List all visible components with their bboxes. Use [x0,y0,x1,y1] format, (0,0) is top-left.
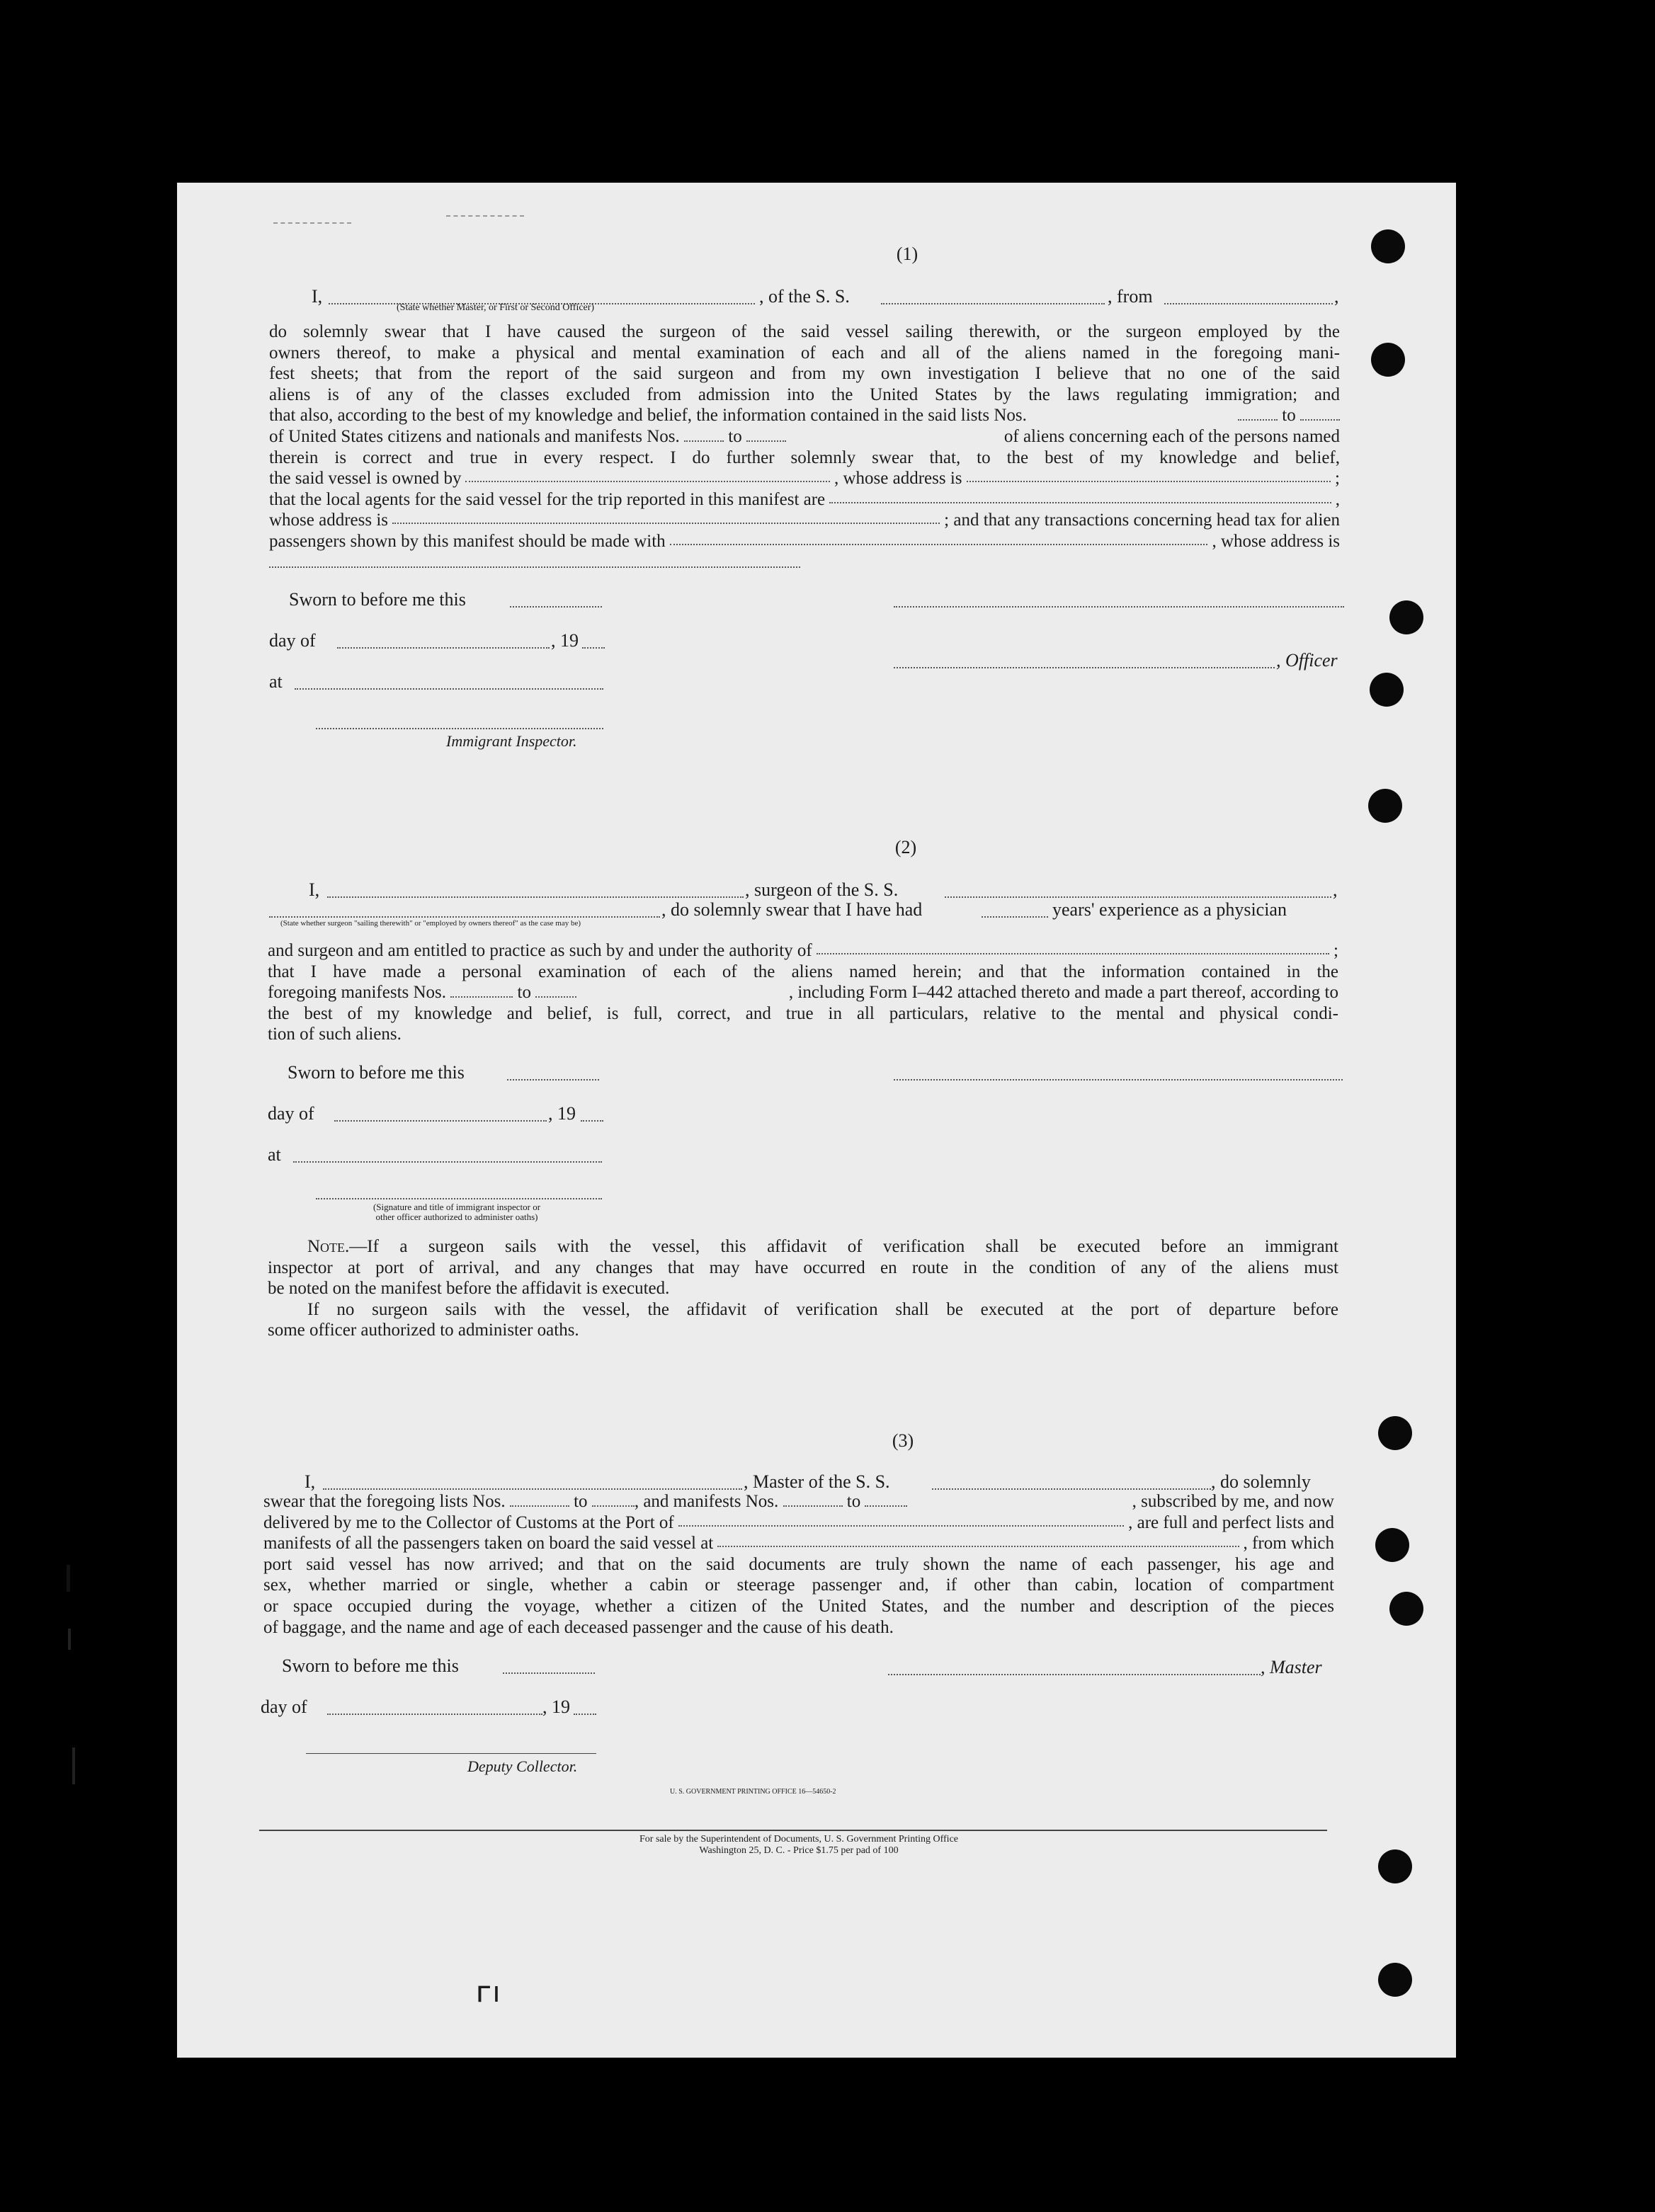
sworn-day-blank[interactable] [503,1672,595,1674]
sworn-year-blank[interactable] [582,647,605,649]
header-remnant [446,215,524,217]
comma: , [1333,879,1338,900]
years-blank[interactable] [982,916,1048,918]
header-remnant [273,222,351,224]
agents-address-blank[interactable] [392,510,940,524]
oath-paragraph-1 [269,321,1340,552]
handwritten-mark: ᴦı [476,1976,501,2009]
oath-line [268,982,1338,1003]
manifest-from-blank[interactable] [450,984,513,998]
oath-line [269,468,1340,489]
oath-line: the best of my knowledge and belief, is full, correct, and true in all particulars, relative to the mental and physical condi- [268,1003,1338,1023]
oath-line: of baggage, and the name and age of each deceased passenger and the cause of his death. [263,1617,894,1637]
sworn-had-label: , do solemnly swear that I have had [661,899,923,920]
officer-type-note: (State whether Master, or First or Second Officer) [397,302,595,313]
oath-line: port said vessel has now arrived; and that on the said documents are truly shown the name of each passenger, his age and [263,1554,1334,1574]
manifest-to-blank[interactable] [746,428,786,442]
semicolon: ; [1333,941,1338,960]
section-3-number: (3) [892,1430,914,1451]
binder-hole-3 [1389,600,1423,634]
port-from-blank[interactable] [1164,303,1333,304]
semicolon: ; [1335,469,1340,489]
binder-hole-10 [1378,1963,1412,1997]
sworn-month-blank[interactable] [327,1714,542,1715]
surgeon-signature-blank[interactable] [894,1079,1343,1081]
lists-text: swear that the foregoing lists Nos. [263,1492,506,1511]
owner-address-blank[interactable] [967,468,1331,482]
list-to-blank[interactable] [592,1493,635,1507]
surgeon-status-blank[interactable] [269,916,660,918]
master-label: , Master [1261,1657,1322,1677]
subscribed-text: , subscribed by me, and now [1132,1492,1334,1511]
affiant-i: I, [305,1471,316,1492]
inspector-signature-blank[interactable] [316,728,603,729]
from-label: , from [1108,286,1153,307]
oath-line: tion of such aliens. [268,1025,402,1044]
sworn-day-blank[interactable] [510,606,602,608]
to-label: to [728,426,742,446]
oath-line [268,940,1338,962]
surgeon-status-note: (State whether surgeon "sailing therewith" or "employed by owners thereof" as the case may be) [280,919,581,928]
owned-by-text: the said vessel is owned by [269,469,462,489]
scan-artifact [67,1565,70,1592]
manifest-from-blank[interactable] [783,1493,843,1507]
signature-note-line: (Signature and title of immigrant inspector or [372,1202,541,1212]
oath-line: fest sheets; that from the report of the said surgeon and from my own investigation I believe that no one of the said [269,364,1340,384]
owner-blank[interactable] [465,468,830,482]
note-label: Note. [307,1237,350,1256]
whose-address-text: , whose address is [1212,531,1340,551]
binder-hole-9 [1378,1849,1412,1883]
years-label: years' experience as a physician [1052,899,1287,920]
manifest-from-blank[interactable] [684,428,724,442]
oath-line [269,531,1340,552]
note-line [268,1236,1338,1258]
sworn-month-blank[interactable] [337,647,550,649]
comma: , [1334,286,1339,307]
head-tax-party-blank[interactable] [670,531,1208,545]
binder-hole-7 [1375,1528,1409,1562]
day-of-label: day of [261,1697,307,1717]
oath-line [263,1512,1334,1534]
sale-line: Washington 25, D. C. - Price $1.75 per pad of 100 [699,1845,899,1856]
oath-paragraph-2 [268,940,1338,1045]
oath-line [269,489,1340,511]
oath-line: or space occupied during the voyage, whether a citizen of the United States, and the number and description of the pieces [263,1596,1334,1616]
manifests-text: foregoing manifests Nos. [268,983,447,1003]
inspector-label: Immigrant Inspector. [446,732,577,750]
surgeon-vessel-blank[interactable] [945,896,1331,898]
oath-line [263,1533,1334,1554]
binder-hole-5 [1368,789,1402,823]
section-2-number: (2) [894,837,917,857]
vessel-name-blank[interactable] [881,303,1105,304]
oath-line [269,426,1340,447]
passengers-text: passengers shown by this manifest should be made with [269,531,666,551]
manifests-all-text: manifests of all the passengers taken on board the said vessel at [263,1534,714,1553]
inspector-signature-blank[interactable] [316,1198,602,1199]
master-signature-blank[interactable] [888,1674,1261,1675]
deputy-signature-blank[interactable] [306,1753,596,1754]
year-label: , 19 [542,1697,570,1717]
master-of-label: , Master of the S. S. [744,1471,890,1492]
comma: , [1335,489,1340,509]
affiant-i: I, [312,286,323,307]
sworn-year-blank[interactable] [574,1714,596,1715]
surgeon-of-label: , surgeon of the S. S. [745,879,899,900]
sworn-month-blank[interactable] [334,1120,547,1122]
gpo-imprint: U. S. GOVERNMENT PRINTING OFFICE 16—54650-2 [670,1788,836,1796]
aliens-text: of aliens concerning each of the persons named [1003,426,1340,446]
note-text: —If a surgeon sails with the vessel, this affidavit of verification shall be executed before an immigrant [349,1237,1338,1256]
officer-signature-blank[interactable] [894,606,1344,608]
day-of-label: day of [268,1103,314,1124]
sworn-place-blank[interactable] [293,1161,602,1163]
list-from-blank[interactable] [1238,406,1278,421]
year-label: , 19 [551,630,579,651]
binder-hole-6 [1378,1416,1412,1450]
oath-line: owners thereof, to make a physical and mental examination of each and all of the aliens named in the foregoing mani- [269,343,1340,363]
to-label: to [846,1492,861,1511]
list-to-blank[interactable] [1300,406,1340,421]
boarding-port-blank[interactable] [717,1533,1239,1547]
note-paragraph [268,1236,1338,1341]
oath-paragraph-3 [263,1491,1334,1638]
list-from-blank[interactable] [510,1493,569,1507]
sale-notice [530,1834,1068,1857]
manifests-text: , and manifests Nos. [634,1492,779,1511]
scan-artifact [68,1629,71,1650]
to-label: to [1282,406,1296,426]
to-label: to [517,983,531,1003]
to-label: to [574,1492,588,1511]
from-which-text: , from which [1243,1534,1334,1553]
perfect-lists-text: , are full and perfect lists and [1128,1512,1334,1532]
signature-note-line: other officer authorized to administer oaths) [375,1212,538,1222]
oath-line [263,1491,1334,1512]
authority-text: and surgeon and am entitled to practice as such by and under the authority of [268,941,812,960]
whose-address-text: , whose address is [834,469,962,489]
oath-line: sex, whether married or single, whether a cabin or steerage passenger and, if other than cabin, location of compartment [263,1575,1334,1595]
binder-hole-4 [1370,673,1404,707]
at-label: at [268,1144,281,1165]
year-label: , 19 [548,1103,576,1124]
head-tax-address-blank[interactable] [269,566,800,568]
do-solemnly-label: , do solemnly [1211,1471,1311,1492]
port-blank[interactable] [678,1512,1124,1527]
scan-artifact [72,1748,75,1784]
form-sheet [177,183,1456,2058]
section-1-number: (1) [896,244,919,264]
sale-line: For sale by the Superintendent of Documents, U. S. Government Printing Office [639,1834,958,1845]
whose-address-text: whose address is [269,511,389,530]
oath-line: therein is correct and true in every respect. I do further solemnly swear that, to the best of my knowledge and belief, [269,447,1340,467]
manifests-text: of United States citizens and nationals and manifests Nos. [269,426,680,446]
form-text: , including Form I–442 attached thereto and made a part thereof, according to [788,983,1338,1003]
note-line: be noted on the manifest before the affidavit is executed. [268,1279,670,1299]
head-tax-text: ; and that any transactions concerning head tax for alien [944,511,1340,530]
oath-line: aliens is of any of the classes excluded from admission into the United States by the laws regulating immigration; and [269,384,1340,404]
officer-name-line[interactable] [894,667,1275,668]
day-of-label: day of [269,630,316,651]
sworn-place-blank[interactable] [295,688,603,690]
of-ss-label: , of the S. S. [759,286,850,307]
master-name-blank[interactable] [323,1488,742,1490]
officer-label: , Officer [1276,650,1338,671]
oath-line: do solemnly swear that I have caused the surgeon of the said vessel sailing therewith, or the surgeon employed by the [269,322,1340,341]
oath-line [269,510,1340,531]
lists-text: that also, according to the best of my knowledge and belief, the information contained in the said lists Nos. [269,406,1027,426]
surgeon-name-blank[interactable] [327,896,744,898]
authority-blank[interactable] [817,940,1329,954]
manifest-to-blank[interactable] [865,1493,907,1507]
binder-hole-1 [1371,229,1405,263]
affiant-i: I, [309,879,320,900]
agents-blank[interactable] [829,489,1331,503]
oath-line: that I have made a personal examination of each of the aliens named herein; and that the information contained in the [268,962,1338,981]
signature-note [312,1202,602,1222]
collector-text: delivered by me to the Collector of Customs at the Port of [263,1512,674,1532]
sworn-day-blank[interactable] [507,1079,599,1081]
local-agents-text: that the local agents for the said vessel for the trip reported in this manifest are [269,489,826,509]
at-label: at [269,671,283,692]
footer-rule [259,1830,1327,1831]
sworn-label: Sworn to before me this [289,589,466,610]
note-line: some officer authorized to administer oaths. [268,1321,579,1340]
note-line: If no surgeon sails with the vessel, the affidavit of verification shall be executed at the port of departure before [307,1299,1338,1319]
sworn-label: Sworn to before me this [282,1655,459,1676]
manifest-to-blank[interactable] [535,984,576,998]
sworn-label: Sworn to before me this [288,1062,465,1083]
master-vessel-blank[interactable] [932,1488,1211,1490]
note-line: inspector at port of arrival, and any changes that may have occurred en route in the condition of any of the aliens must [268,1258,1338,1277]
sworn-year-blank[interactable] [581,1120,603,1122]
oath-line [269,405,1340,426]
deputy-label: Deputy Collector. [467,1757,578,1775]
binder-hole-2 [1371,343,1405,377]
binder-hole-8 [1389,1592,1423,1626]
